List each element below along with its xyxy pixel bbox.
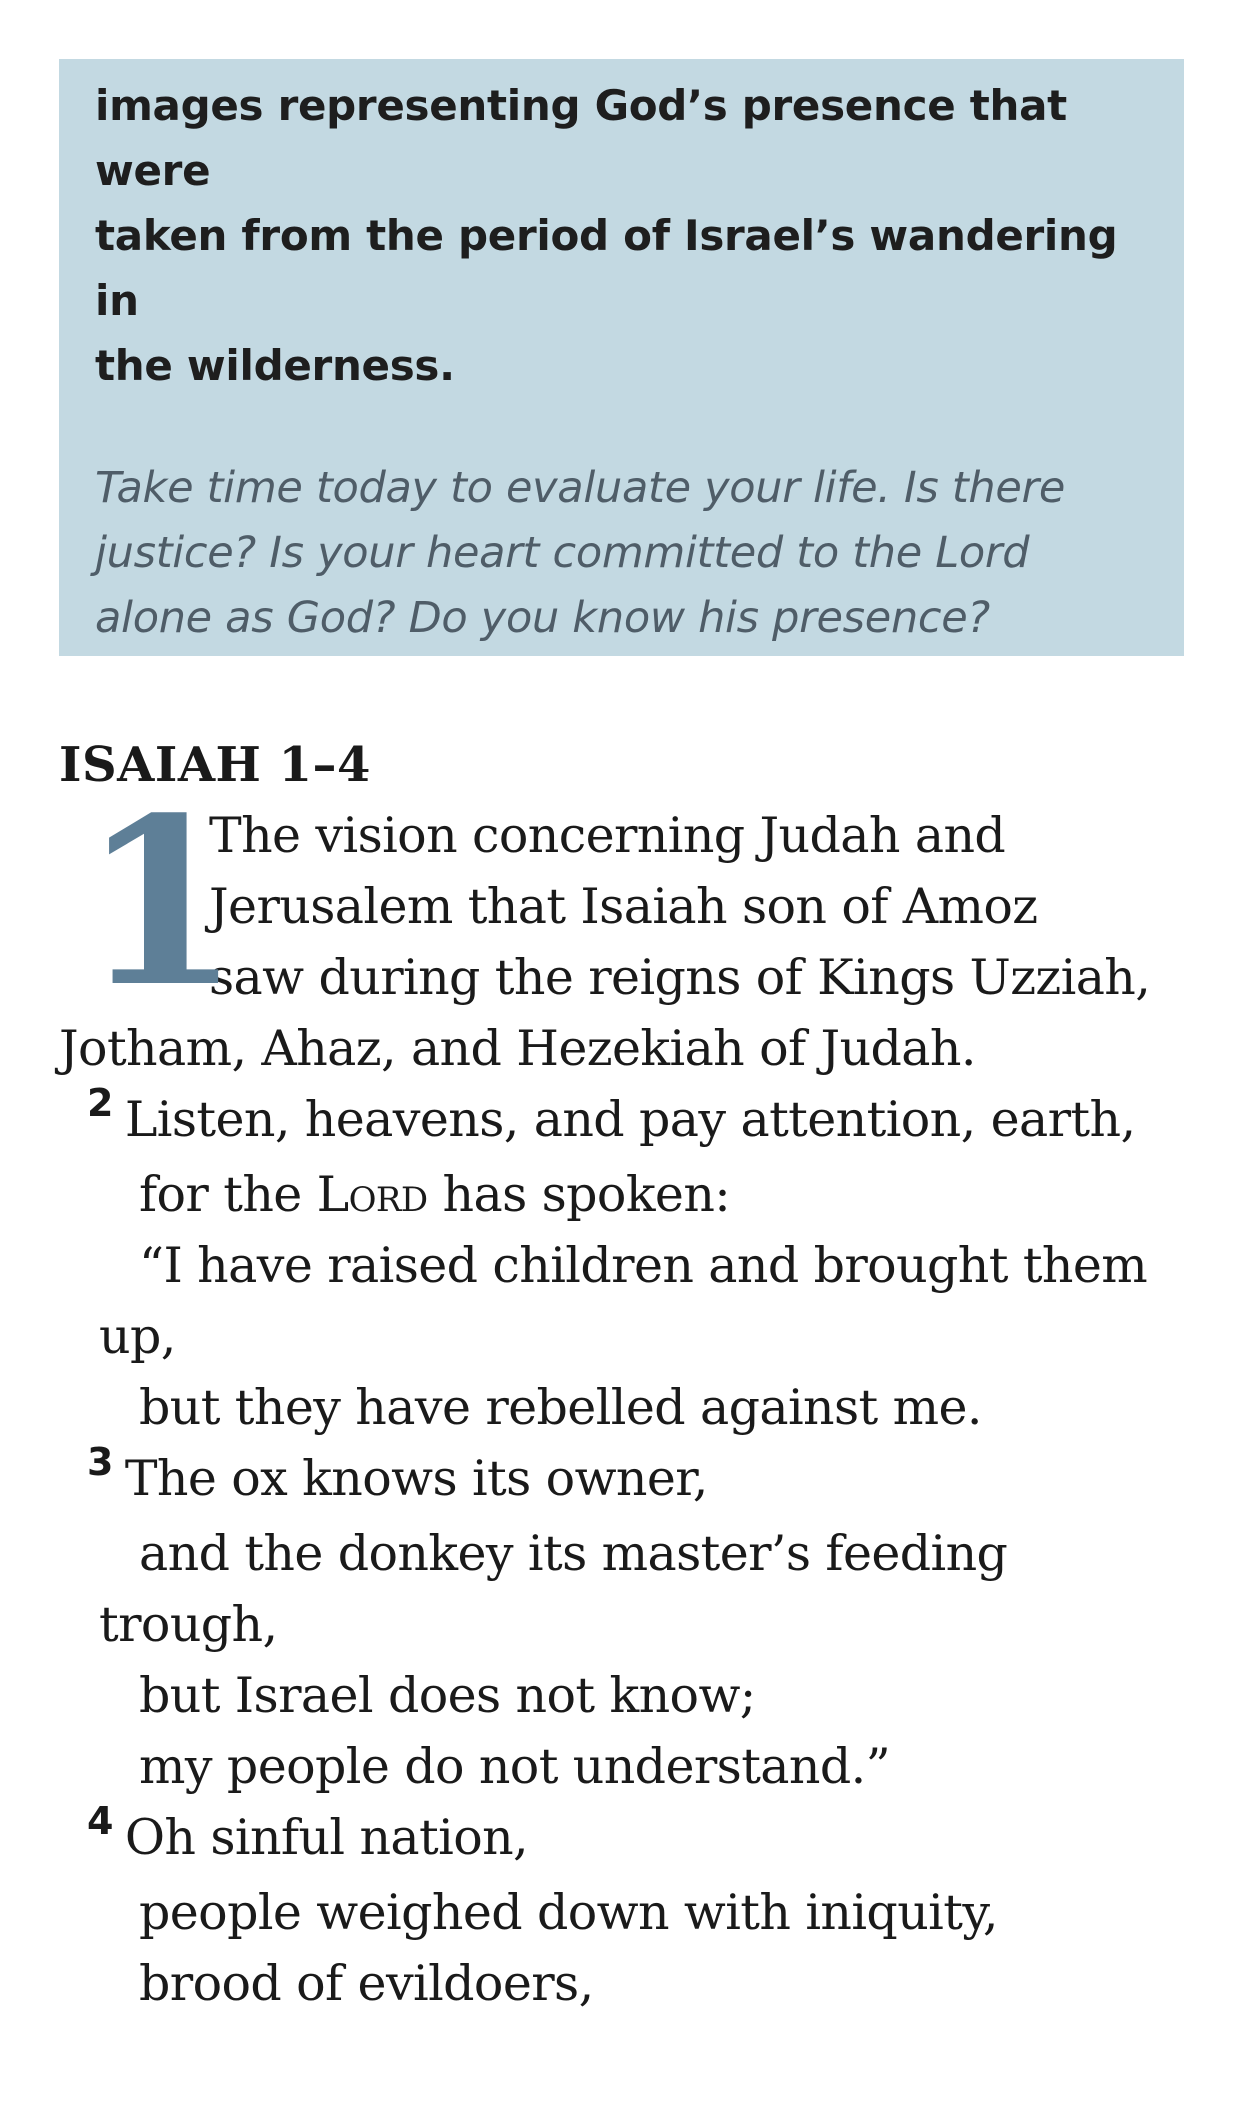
callout-body-line: the wilderness. — [95, 341, 455, 390]
verse-number: 4 — [87, 1799, 113, 1843]
callout-body-line: images representing God’s presence that were — [95, 81, 1067, 195]
verse-text-line: Listen, heavens, and pay attention, earth, — [124, 1091, 1136, 1148]
reading-title: ISAIAH 1–4 — [59, 737, 371, 793]
verse-1-line: Jerusalem that Isaiah son of Amoz — [209, 878, 1038, 935]
verse-1-line: saw during the reigns of Kings Uzziah, — [209, 949, 1151, 1006]
verse-text-segment: for the — [139, 1166, 317, 1223]
chapter-block — [59, 768, 1184, 1084]
verse-text-line: The ox knows its owner, — [124, 1450, 708, 1507]
verse-1-line: Jotham, Ahaz, and Hezekiah of Judah. — [59, 1020, 976, 1077]
verse-text-line: and the donkey its master’s feeding — [139, 1525, 1008, 1582]
verse-text-line: Oh sinful nation, — [124, 1809, 529, 1866]
verse-text-line: my people do not understand.” — [139, 1738, 891, 1795]
verse-text-line — [59, 1159, 1184, 1230]
scripture-reading — [59, 730, 1184, 2019]
verse-1-line: The vision concerning Judah and — [209, 807, 1006, 864]
callout-reflection-line: justice? Is your heart committed to the Lord — [95, 528, 1030, 578]
verse-4 — [59, 1799, 1184, 2019]
verse-2 — [59, 1081, 1184, 1443]
callout-body-line: taken from the period of Israel’s wandering in — [95, 211, 1118, 325]
verse-3 — [59, 1440, 1184, 1802]
devotional-callout-box — [59, 59, 1184, 656]
callout-body-text — [95, 73, 1148, 398]
verse-text-segment: has spoken: — [427, 1166, 731, 1223]
verse-text-line: “I have raised children and brought them — [139, 1237, 1148, 1294]
callout-reflection-text — [95, 456, 1148, 651]
callout-reflection-line: alone as God? Do you know his presence? — [95, 593, 990, 643]
verse-text-line: brood of evildoers, — [139, 1955, 594, 2012]
lord-small-caps: Lord — [316, 1166, 428, 1223]
verse-text-wrap: trough, — [99, 1596, 278, 1653]
verse-text-line: but they have rebelled against me. — [139, 1379, 982, 1436]
verse-text-line: people weighed down with iniquity, — [139, 1884, 998, 1941]
verse-number: 2 — [87, 1081, 113, 1125]
verse-text-wrap: up, — [99, 1308, 176, 1365]
verse-text-line: but Israel does not know; — [139, 1667, 756, 1724]
chapter-number-dropcap: 1 — [81, 768, 242, 1038]
callout-reflection-line: Take time today to evaluate your life. Is there — [95, 463, 1066, 513]
verse-number: 3 — [87, 1440, 113, 1484]
